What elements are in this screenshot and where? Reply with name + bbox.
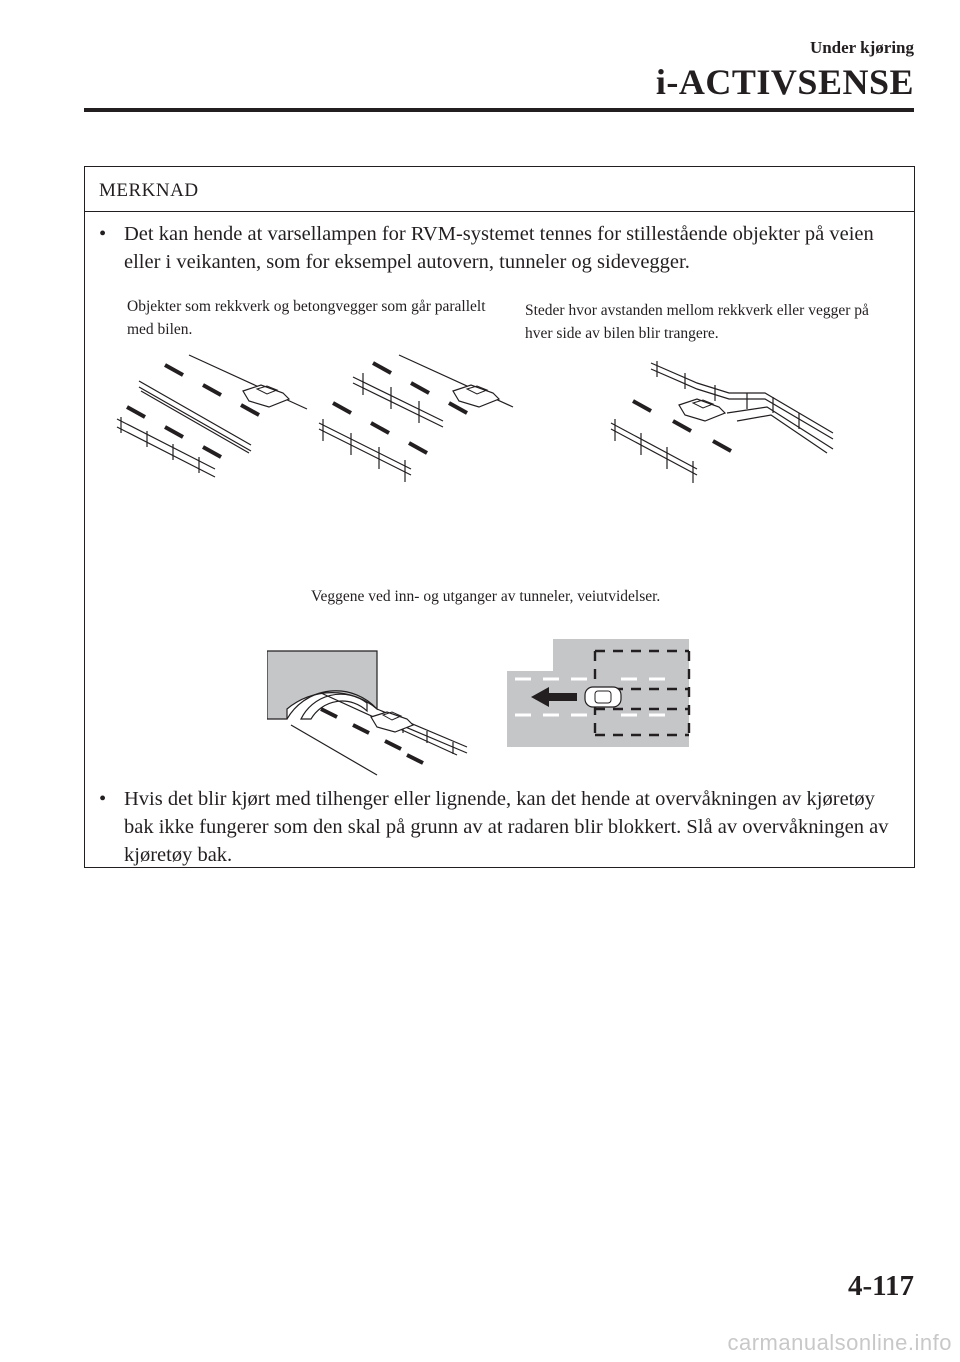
note-divider bbox=[85, 211, 914, 212]
caption-parallel: Objekter som rekkverk og betongvegger som går parallelt med bilen. bbox=[127, 298, 486, 338]
note-box bbox=[84, 166, 915, 868]
car-icon bbox=[679, 399, 725, 421]
bullet-icon: • bbox=[99, 788, 107, 810]
bullet-text: Det kan hende at varsellampen for RVM-systemet tennes for stillestående objekter på veien eller i veikanten, som for eksempel autovern, tunneler og sidevegger. bbox=[124, 223, 874, 273]
note-bullet-2 bbox=[99, 785, 899, 869]
bullet-text: Hvis det blir kjørt med tilhenger eller lignende, kan det hende at overvåkningen av kjøretøy bak ikke fungerer som den skal på grunn av at radaren blir blokkert. Slå av overvåkningen av kjøretøy bak. bbox=[124, 788, 889, 866]
page-number: 4-117 bbox=[847, 1270, 914, 1302]
note-heading: MERKNAD bbox=[99, 180, 199, 201]
watermark: carmanualsonline.info bbox=[727, 1330, 952, 1355]
bullet-icon: • bbox=[99, 223, 107, 245]
page-title: i-ACTIVSENSE bbox=[655, 62, 914, 102]
illustration-road-widening bbox=[505, 637, 695, 751]
illustration-narrowing-rails bbox=[597, 353, 837, 503]
illustration-tunnel bbox=[267, 647, 479, 787]
illustration-guardrail-parallel bbox=[313, 347, 523, 497]
caption-narrowing: Steder hvor avstanden mellom rekkverk eller vegger på hver side av bilen blir trangere. bbox=[525, 302, 869, 342]
car-icon bbox=[585, 687, 621, 707]
note-bullet-1 bbox=[99, 220, 899, 276]
illustration-concrete-wall bbox=[107, 347, 317, 497]
section-label: Under kjøring bbox=[809, 38, 914, 57]
car-icon bbox=[243, 385, 289, 407]
caption-tunnels: Veggene ved inn- og utganger av tunneler, veiutvidelser. bbox=[311, 588, 661, 605]
car-icon bbox=[371, 712, 413, 732]
header-rule bbox=[84, 108, 914, 112]
car-icon bbox=[453, 385, 499, 407]
